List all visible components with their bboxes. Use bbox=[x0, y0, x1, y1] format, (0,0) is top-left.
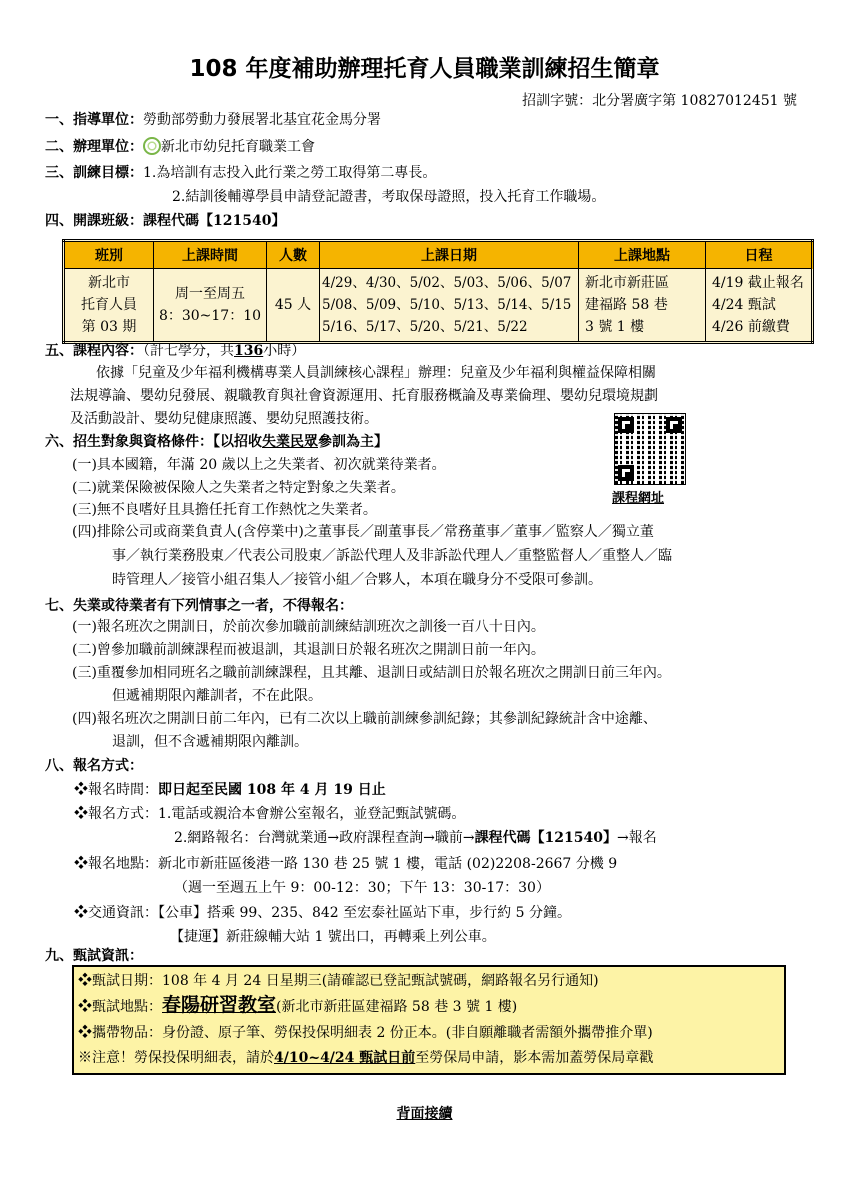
registration-method bbox=[74, 804, 465, 824]
registration-method-online bbox=[174, 828, 657, 848]
cell-line: 4/26 前繳費 bbox=[712, 319, 790, 335]
registration-place bbox=[74, 854, 617, 874]
objective-item: 1.為培訓有志投入此行業之勞工取得第二專長。 bbox=[143, 165, 437, 181]
field-value: 即日起至民國 108 年 4 月 19 日止 bbox=[158, 782, 386, 798]
restriction-item: (二)曾參加職前訓練課程而被退訓，其退訓日於報名班次之開訓日前一年內。 bbox=[72, 642, 545, 658]
restriction-item: (三)重覆參加相同班名之職前訓練課程，且其離、退訓日或結訓日於報名班次之開訓日前三年內。 bbox=[72, 665, 671, 681]
table-header: 班別 bbox=[64, 241, 154, 269]
class-count-cell: 45 人 bbox=[267, 269, 320, 343]
note-prefix: ※注意！勞保投保明細表，請於 bbox=[78, 1050, 274, 1066]
course-code: 課程代碼【121540】 bbox=[143, 213, 286, 229]
office-hours: （週一至週五上午 9：00-12：30；下午 13：30-17：30） bbox=[174, 880, 550, 896]
restriction-item: 退訓，但不含遞補期限內離訓。 bbox=[112, 734, 308, 750]
note-suffix: 參訓為主】 bbox=[318, 434, 388, 450]
eligibility-item: 事／執行業務股東／代表公司股東／訴訟代理人及非訴訟代理人／重整監督人／重整人／臨 bbox=[112, 548, 672, 564]
hours-suffix: 小時） bbox=[263, 343, 306, 359]
course-content-line: 法規導論、嬰幼兒發展、親職教育與社會資源運用、托育服務概論及專業倫理、嬰幼兒環境規劃 bbox=[70, 388, 658, 404]
field-value: 新北市新莊區後港一路 130 巷 25 號 1 樓，電話 (02)2208-2667 分機 9 bbox=[158, 856, 618, 872]
course-qr-code[interactable] bbox=[614, 413, 686, 485]
cell-line: 新北市 bbox=[88, 275, 130, 291]
cell-line: 周一至周五 bbox=[175, 286, 245, 302]
cell-line: 新北市新莊區 bbox=[585, 275, 669, 291]
section-objectives bbox=[45, 163, 436, 183]
cell-line: 3 號 1 樓 bbox=[585, 319, 645, 335]
cell-line: 第 03 期 bbox=[81, 319, 137, 335]
restriction-item: 但遞補期限內離訓者，不在此限。 bbox=[112, 688, 322, 704]
cell-line: 4/19 截止報名 bbox=[712, 275, 804, 291]
restriction-item: (一)報名班次之開訓日，於前次參加職前訓練結訓班次之訓後一百八十日內。 bbox=[72, 619, 545, 635]
exam-address: (新北市新莊區建福路 58 巷 3 號 1 樓) bbox=[276, 999, 518, 1015]
table-row bbox=[64, 269, 813, 343]
class-dates-cell bbox=[320, 269, 579, 343]
field-label: ❖甄試地點： bbox=[78, 999, 162, 1015]
cell-line: 8：30~17：10 bbox=[158, 308, 262, 324]
section-organizer bbox=[45, 137, 315, 157]
course-content-line: 依據「兒童及少年福利機構專業人員訓練核心課程」辦理：兒童及少年福利與權益保障相關 bbox=[96, 365, 656, 381]
section-label: 四、開課班級： bbox=[45, 213, 143, 229]
method-emphasis: 課程代碼【121540】 bbox=[474, 830, 618, 846]
eligibility-item: 時管理人／接管小組召集人／接管小組／合夥人，本項在職身分不受限可參訓。 bbox=[112, 572, 602, 588]
table-header: 日程 bbox=[706, 241, 813, 269]
note-emphasis: 4/10~4/24 甄試日前 bbox=[274, 1050, 416, 1066]
class-schedule-cell bbox=[706, 269, 813, 343]
exam-room: 春陽研習教室 bbox=[162, 994, 277, 1016]
section-course-content bbox=[45, 341, 305, 361]
class-name-cell bbox=[64, 269, 154, 343]
class-location-cell bbox=[579, 269, 706, 343]
cell-line: 建福路 58 巷 bbox=[585, 297, 668, 313]
method-suffix: →報名 bbox=[617, 830, 657, 846]
exam-place bbox=[78, 995, 517, 1017]
eligibility-item: (二)就業保險被保險人之失業者之特定對象之失業者。 bbox=[72, 480, 405, 496]
traffic-info-mrt: 【捷運】新莊線輔大站 1 號出口，再轉乘上列公車。 bbox=[170, 929, 496, 945]
restriction-item: (四)報名班次之開訓日前二年內，已有二次以上職前訓練參訓紀錄；其參訓紀錄統計含中途離、 bbox=[72, 711, 657, 727]
section-label: 五、課程內容： bbox=[45, 343, 143, 359]
eligibility-item: (一)具本國籍，年滿 20 歲以上之失業者、初次就業待業者。 bbox=[72, 457, 446, 473]
page-title: 108 年度補助辦理托育人員職業訓練招生簡章 bbox=[189, 56, 660, 82]
section-label: 二、辦理單位： bbox=[45, 139, 143, 155]
field-label: ❖交通資訊： bbox=[74, 905, 158, 921]
cell-line: 4/24 甄試 bbox=[712, 297, 776, 313]
qr-finder bbox=[618, 417, 634, 433]
note-suffix: 至勞保局申請，影本需加蓋勞保局章戳 bbox=[415, 1050, 654, 1066]
traffic-info bbox=[74, 903, 571, 923]
course-content-line: 及活動設計、嬰幼兒健康照護、嬰幼兒照護技術。 bbox=[70, 411, 378, 427]
eligibility-item: (三)無不良嗜好且具擔任托育工作熱忱之失業者。 bbox=[72, 502, 377, 518]
hours-value: 136 bbox=[234, 343, 264, 359]
field-value: 1.電話或親洽本會辦公室報名，並登記甄試號碼。 bbox=[158, 806, 466, 822]
eligibility-item: (四)排除公司或商業負責人(含停業中)之董事長／副董事長／常務董事／董事／監察人／獨立董 bbox=[72, 524, 654, 540]
registration-time bbox=[74, 780, 386, 800]
field-label: ❖報名方式： bbox=[74, 806, 158, 822]
cell-line: 4/29、4/30、5/02、5/03、5/06、5/07 bbox=[322, 275, 572, 291]
document-number: 招訓字號：北分署廣字第 10827012451 號 bbox=[522, 93, 797, 109]
note-emphasis: 失業民眾 bbox=[262, 434, 318, 450]
field-value: 【公車】搭乘 99、235、842 至宏泰社區站下車，步行約 5 分鐘。 bbox=[158, 905, 571, 921]
table-header: 上課時間 bbox=[154, 241, 267, 269]
class-time-cell bbox=[154, 269, 267, 343]
section-supervisor bbox=[45, 110, 381, 130]
union-logo-icon bbox=[143, 137, 161, 155]
section-label: 三、訓練目標： bbox=[45, 165, 143, 181]
section-label: 六、招生對象與資格條件： bbox=[45, 434, 213, 450]
section-eligibility bbox=[45, 432, 388, 452]
table-header: 人數 bbox=[267, 241, 320, 269]
exam-items: ❖攜帶物品：身份證、原子筆、勞保投保明細表 2 份正本。(非自願離職者需額外攜帶推介單) bbox=[78, 1025, 653, 1041]
objective-item: 2.結訓後輔導學員申請登記證書，考取保母證照，投入托育工作職場。 bbox=[172, 189, 606, 205]
table-header: 上課日期 bbox=[320, 241, 579, 269]
note-prefix: 【以招收 bbox=[213, 434, 262, 450]
table-header: 上課地點 bbox=[579, 241, 706, 269]
section-restrictions: 七、失業或待業者有下列情事之一者，不得報名： bbox=[45, 598, 353, 614]
section-label: 一、指導單位： bbox=[45, 112, 143, 128]
cell-line: 托育人員 bbox=[81, 297, 137, 313]
qr-finder bbox=[666, 417, 682, 433]
cell-line: 5/08、5/09、5/10、5/13、5/14、5/15 bbox=[322, 297, 572, 313]
section-registration: 八、報名方式： bbox=[45, 758, 143, 774]
exam-date: ❖甄試日期：108 年 4 月 24 日星期三(請確認已登記甄試號碼，網路報名另行通知) bbox=[78, 973, 599, 989]
hours-prefix: （計七學分，共 bbox=[143, 343, 234, 359]
section-exam: 九、甄試資訊： bbox=[45, 948, 143, 964]
qr-finder bbox=[618, 465, 634, 481]
field-label: ❖報名時間： bbox=[74, 782, 158, 798]
continued-on-back: 背面接續 bbox=[396, 1106, 453, 1122]
exam-info-box bbox=[72, 965, 786, 1075]
qr-label: 課程網址 bbox=[612, 491, 665, 506]
class-table bbox=[62, 239, 814, 344]
section-text: 勞動部勞動力發展署北基宜花金馬分署 bbox=[143, 112, 381, 128]
table-header-row bbox=[64, 241, 813, 269]
section-text: 新北市幼兒托育職業工會 bbox=[161, 139, 315, 155]
field-label: ❖報名地點： bbox=[74, 856, 158, 872]
section-class bbox=[45, 211, 285, 231]
exam-note bbox=[78, 1048, 653, 1068]
cell-line: 5/16、5/17、5/20、5/21、5/22 bbox=[322, 319, 528, 335]
method-prefix: 2.網路報名：台灣就業通→政府課程查詢→職前→ bbox=[174, 830, 475, 846]
